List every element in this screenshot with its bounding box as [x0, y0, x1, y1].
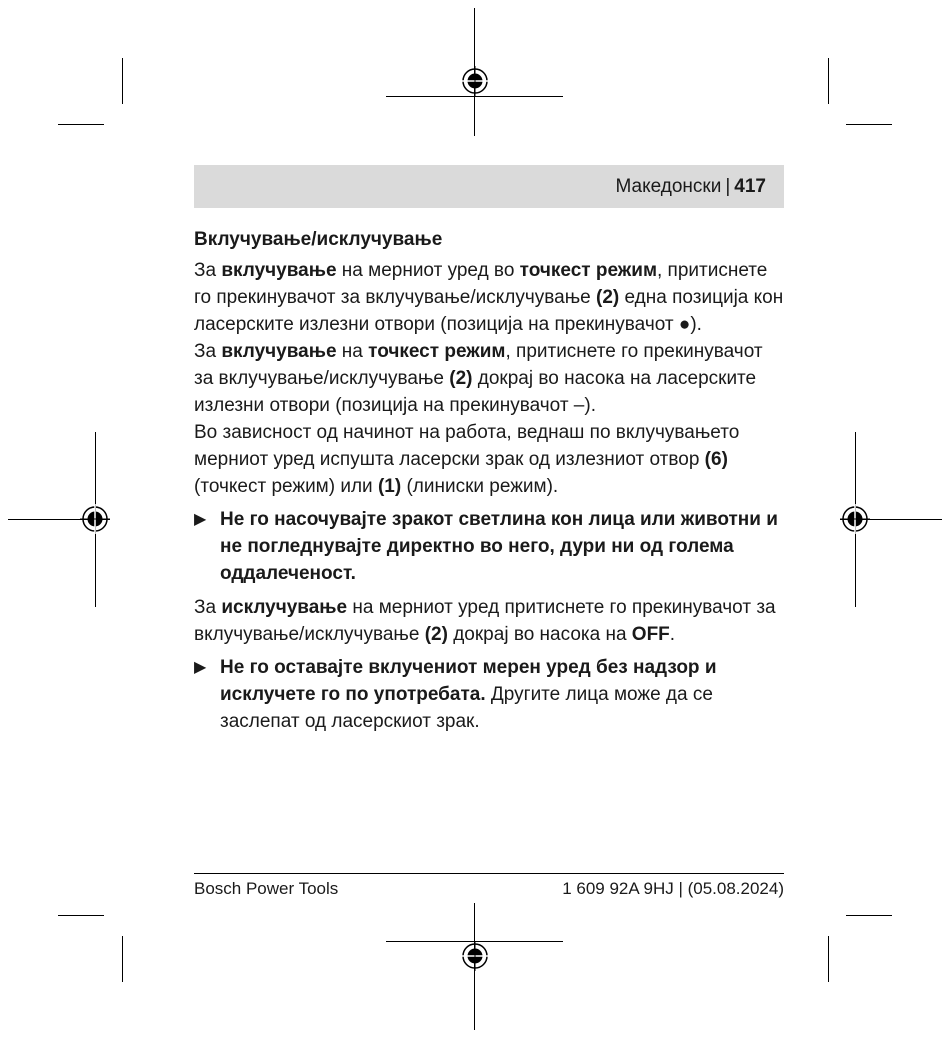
paragraph-switch-on-full — [194, 338, 784, 419]
header-text — [616, 176, 767, 198]
bold-text: (2) — [449, 368, 473, 389]
paragraph-switch-on-point — [194, 257, 784, 338]
crop-mark — [828, 58, 829, 104]
registration-mark-icon — [80, 504, 110, 534]
bold-text: (6) — [704, 449, 728, 470]
bold-text: Не го насочувајте зракот светлина кон лица или животни и не погледнувајте директно во него, дури ни од голема оддалеченост. — [220, 509, 778, 584]
bold-text: (2) — [424, 624, 448, 645]
text: докрај во насока на ласерските излезни отвори (позиција на прекинувачот ‒). — [194, 368, 757, 416]
footer-rule — [194, 873, 784, 874]
crop-mark — [828, 936, 829, 982]
bold-text: OFF — [631, 624, 670, 645]
footer-doc-id: 1 609 92A 9HJ | (05.08.2024) — [562, 879, 784, 898]
text: (линиски режим). — [401, 476, 559, 497]
text: Другите лица може да се заслепат од ласерскиот зрак. — [220, 684, 713, 732]
header-language: Македонски — [615, 176, 722, 197]
bold-text: (2) — [596, 287, 620, 308]
bold-text: вклучување — [221, 341, 337, 362]
registration-mark-icon — [840, 504, 870, 534]
text: на мерниот уред притиснете го прекинувачот за вклучување/исклучување — [194, 597, 776, 645]
registration-mark-icon — [460, 66, 490, 96]
crop-mark — [122, 58, 123, 104]
text: За — [194, 260, 222, 281]
text: (точкест режим) или — [194, 476, 378, 497]
paragraph-switch-off — [194, 594, 784, 648]
bold-text: точкест режим — [519, 260, 657, 281]
warning-bullet-laser-beam — [194, 506, 784, 587]
bold-text: исклучување — [221, 597, 348, 618]
text: докрај во насока на — [447, 624, 632, 645]
crop-mark — [846, 915, 892, 916]
paragraph-operating-mode — [194, 419, 784, 500]
bullet-triangle-icon: ▶ — [194, 659, 207, 676]
footer-publisher: Bosch Power Tools — [194, 879, 339, 898]
text: За — [194, 597, 222, 618]
crop-mark — [122, 936, 123, 982]
page-content — [194, 226, 784, 742]
text: Во зависност од начинот на работа, веднаш по вклучувањето мерниот уред испушта ласерски зрак од излезниот отвор — [194, 422, 740, 470]
text: За — [194, 341, 222, 362]
text: на — [336, 341, 369, 362]
warning-bullet-unattended — [194, 654, 784, 735]
crop-mark — [58, 124, 104, 125]
text: , притиснете го прекинувачот за вклучување/исклучување — [194, 260, 768, 308]
bullet-triangle-icon: ▶ — [194, 511, 207, 528]
crop-mark — [846, 124, 892, 125]
header-separator: | — [725, 176, 731, 197]
text: . — [669, 624, 676, 645]
bold-text: (1) — [377, 476, 402, 497]
page-number: 417 — [734, 176, 766, 197]
bold-text: точкест режим — [368, 341, 506, 362]
text: една позиција кон ласерските излезни отвори (позиција на прекинувачот ●). — [194, 287, 784, 335]
bold-text: вклучување — [221, 260, 337, 281]
bold-text: Не го оставајте вклучениот мерен уред без надзор и исклучете го по употребата. — [220, 657, 717, 705]
text: на мерниот уред во — [336, 260, 520, 281]
text: , притиснете го прекинувачот за вклучување/исклучување — [194, 341, 763, 389]
crop-mark — [58, 915, 104, 916]
section-heading: Вклучување/исклучување — [194, 229, 443, 250]
page-header — [194, 165, 784, 208]
registration-mark-icon — [460, 941, 490, 971]
crop-mark — [386, 96, 563, 97]
